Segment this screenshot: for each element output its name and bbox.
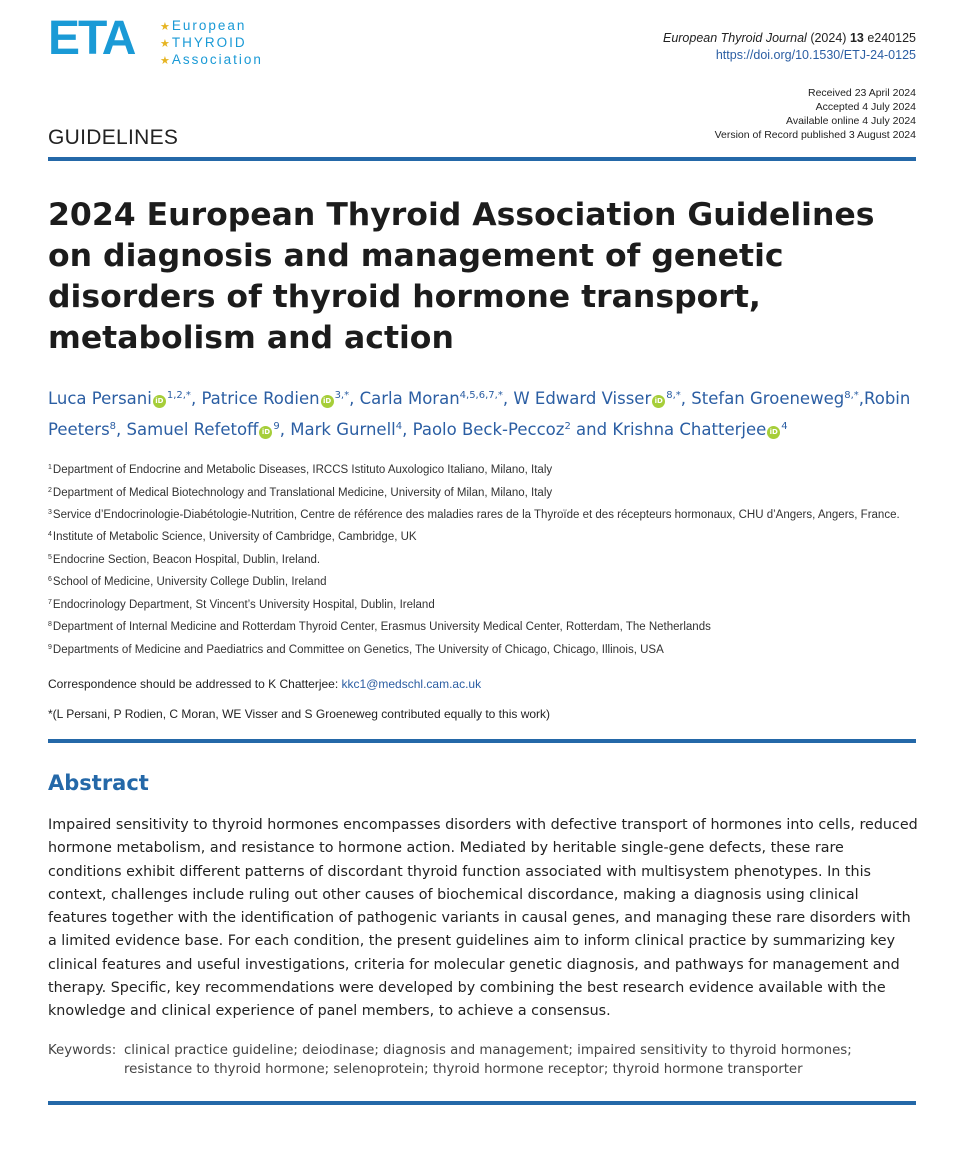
author-affiliation-marker: 8,* <box>666 390 681 401</box>
star-icon: ★ <box>160 55 170 67</box>
affiliation-text: Service d’Endocrinologie-Diabétologie-Nutrition, Centre de référence des maladies rares de la Thyroïde et des récepteurs hormonaux, CHU d’Angers, Angers, France. <box>52 509 900 521</box>
affiliation-text: Department of Internal Medicine and Rotterdam Thyroid Center, Erasmus University Medical Center, Rotterdam, The Netherlands <box>52 621 711 633</box>
author-affiliation-marker: 9 <box>273 421 280 432</box>
affiliation-item <box>48 503 918 525</box>
affiliation-item <box>48 458 918 481</box>
abstract-heading: Abstract <box>48 771 149 795</box>
author-separator: , <box>502 389 514 408</box>
author-separator: , <box>402 420 413 439</box>
author-name[interactable]: W Edward Visser <box>513 389 652 408</box>
author-separator: and <box>570 420 613 439</box>
journal-volume: 13 <box>849 31 864 45</box>
author-name[interactable]: Stefan Groeneweg <box>691 389 845 408</box>
affiliation-text: School of Medicine, University College Dublin, Ireland <box>52 576 327 588</box>
equal-contribution-note: *(L Persani, P Rodien, C Moran, WE Visser and S Groeneweg contributed equally to this work) <box>48 707 551 721</box>
journal-name: European Thyroid Journal <box>662 31 807 45</box>
affiliation-item <box>48 548 918 571</box>
affiliation-text: Department of Endocrine and Metabolic Diseases, IRCCS Istituto Auxologico Italiano, Milano, Italy <box>52 464 553 476</box>
received-date: Received 23 April 2024 <box>808 87 916 99</box>
abstract-top-divider <box>48 739 916 743</box>
orcid-icon[interactable]: iD <box>153 395 166 408</box>
header-divider <box>48 157 916 161</box>
author-name[interactable]: Luca Persani <box>48 389 152 408</box>
author-name[interactable]: Paolo Beck-Peccoz <box>412 420 565 439</box>
affiliation-item <box>48 570 918 593</box>
affiliation-text: Endocrinology Department, St Vincent’s University Hospital, Dublin, Ireland <box>52 598 435 611</box>
correspondence-email-link[interactable]: kkc1@medschl.cam.ac.uk <box>341 677 482 691</box>
affiliation-number: 1 <box>48 464 52 471</box>
logo-line-1: European <box>171 18 247 33</box>
correspondence <box>48 677 481 691</box>
abstract-bottom-divider <box>48 1101 916 1105</box>
journal-year: (2024) <box>810 31 847 45</box>
journal-citation <box>663 30 916 64</box>
affiliation-list <box>48 458 918 660</box>
author-list <box>48 382 928 444</box>
author-affiliation-marker: 3,* <box>334 390 350 401</box>
author-separator: , <box>116 420 127 439</box>
author-name[interactable]: Krishna Chatterjee <box>612 420 767 439</box>
eta-logo <box>48 14 278 68</box>
orcid-icon[interactable]: iD <box>321 395 334 408</box>
author-name[interactable]: Robin Peeters <box>48 389 911 439</box>
affiliation-number: 7 <box>48 598 52 606</box>
abstract-text: Impaired sensitivity to thyroid hormones encompasses disorders with defective transport of hormones into cells, reduced hormone metabolism, and resistance to hormone action. Mediated by heritable single-gene defects, these rare conditions exhibit different patterns of discordant thyroid function associated with multisystem phenotypes. In this context, challenges include ruling out other causes of biochemical discordance, making a diagnosis using clinical features together with the identification of pathogenic variants in causal genes, and managing these rare disorders with a limited evidence base. For each condition, the present guidelines aim to inform clinical practice by summarizing key clinical features and useful investigations, criteria for molecular genetic diagnosis, and pathways for management and therapy. Specific, key recommendations were developed by combining the best research evidence available with the knowledge and clinical experience of panel members, to achieve a consensus. <box>48 817 918 1020</box>
affiliation-number: 6 <box>48 576 52 583</box>
affiliation-text: Departments of Medicine and Paediatrics and Committee on Genetics, The University of Chicago, Chicago, Illinois, USA <box>52 643 664 656</box>
author-affiliation-marker: 2 <box>564 421 571 432</box>
affiliation-text: Institute of Metabolic Science, University of Cambridge, Cambridge, UK <box>52 531 417 543</box>
journal-article-id: e240125 <box>867 31 916 45</box>
affiliation-number: 2 <box>48 486 52 494</box>
keywords-label: Keywords: <box>48 1043 117 1058</box>
accepted-date: Accepted 4 July 2024 <box>815 101 916 113</box>
doi-link[interactable]: https://doi.org/10.1530/ETJ-24-0125 <box>715 48 916 62</box>
logo-wordmark <box>160 18 263 69</box>
author-name[interactable]: Mark Gurnell <box>290 420 396 439</box>
author-name[interactable]: Samuel Refetoff <box>126 420 259 439</box>
author-affiliation-marker: 8 <box>109 421 117 432</box>
author-separator: , <box>349 389 360 408</box>
section-label: GUIDELINES <box>48 126 179 149</box>
correspondence-label: Correspondence should be addressed to K Chatterjee: <box>48 677 342 691</box>
author-separator: , <box>279 420 291 439</box>
author-affiliation-marker: 4 <box>781 421 788 432</box>
logo-letters: ETA <box>48 12 135 65</box>
author-name[interactable]: Patrice Rodien <box>201 389 320 408</box>
author-separator: , <box>858 389 864 408</box>
author-affiliation-marker: 8,* <box>844 390 859 401</box>
affiliation-item <box>48 638 918 661</box>
affiliation-number: 9 <box>48 643 52 651</box>
affiliation-text: Endocrine Section, Beacon Hospital, Dublin, Ireland. <box>52 553 321 566</box>
affiliation-number: 8 <box>48 621 52 628</box>
publication-dates <box>715 86 916 142</box>
article-title: 2024 European Thyroid Association Guidelines on diagnosis and management of genetic disorders of thyroid hormone transport, metabolism and action <box>48 197 875 356</box>
star-icon: ★ <box>160 38 170 50</box>
author-name[interactable]: Carla Moran <box>359 389 460 408</box>
orcid-icon[interactable]: iD <box>767 426 780 439</box>
logo-line-2: THYROID <box>171 35 247 50</box>
author-separator: , <box>190 389 202 408</box>
star-icon: ★ <box>160 21 170 33</box>
affiliation-number: 4 <box>48 531 52 538</box>
affiliation-item <box>48 525 918 548</box>
affiliation-number: 3 <box>48 509 52 516</box>
author-separator: , <box>680 389 692 408</box>
affiliation-item <box>48 615 918 638</box>
author-affiliation-marker: 1,2,* <box>166 390 191 401</box>
author-affiliation-marker: 4 <box>395 421 403 432</box>
keywords <box>48 1041 928 1079</box>
affiliation-number: 5 <box>48 553 52 561</box>
affiliation-text: Department of Medical Biotechnology and Translational Medicine, University of Milan, Milano, Italy <box>52 486 553 499</box>
keywords-text: clinical practice guideline; deiodinase; diagnosis and management; impaired sensitivity to thyroid hormones; resistance to thyroid hormone; selenoprotein; thyroid hormone receptor; thyroid hormone transporter <box>124 1043 852 1077</box>
record-date: Version of Record published 3 August 2024 <box>714 129 916 141</box>
author-affiliation-marker: 4,5,6,7,* <box>459 390 503 401</box>
affiliation-item <box>48 593 918 616</box>
online-date: Available online 4 July 2024 <box>786 115 916 127</box>
affiliation-item <box>48 481 918 504</box>
orcid-icon[interactable]: iD <box>259 426 272 439</box>
logo-line-3: Association <box>171 52 263 67</box>
orcid-icon[interactable]: iD <box>652 395 665 408</box>
